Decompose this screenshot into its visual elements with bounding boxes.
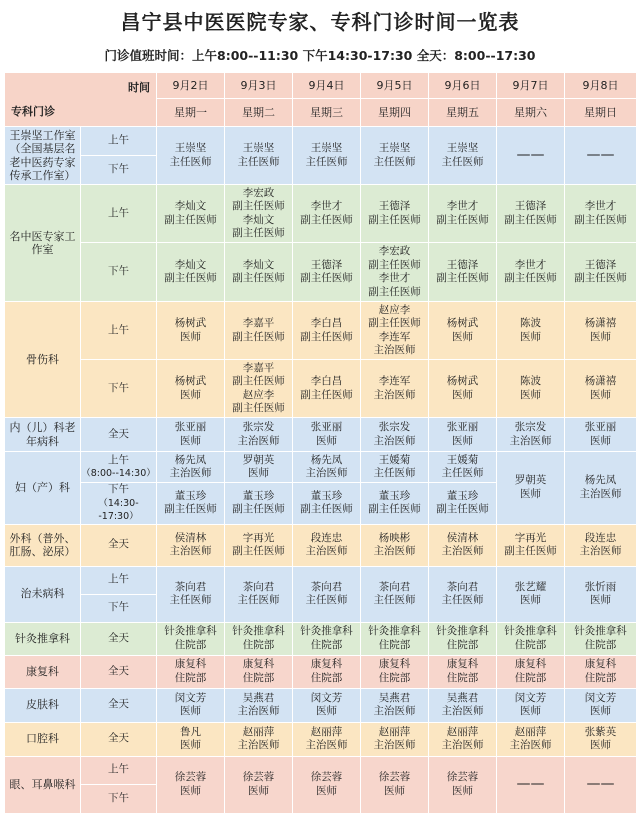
weekday-cell: 星期四 xyxy=(361,99,429,127)
doctor-cell: 杨先凤 主治医师 xyxy=(293,452,361,483)
doctor-cell: 针灸推拿科 住院部 xyxy=(429,622,497,655)
page-title: 昌宁县中医医院专家、专科门诊时间一览表 xyxy=(120,10,520,34)
doctor-cell: 张艺耀 医师 xyxy=(497,566,565,622)
doctor-cell: 杨树武 医师 xyxy=(429,302,497,360)
doctor-cell: 康复科 住院部 xyxy=(565,655,637,688)
doctor-cell: 徐芸蓉 医师 xyxy=(429,756,497,813)
dept-kqk: 口腔科 xyxy=(5,722,81,756)
doctor-cell: 侯清林 主治医师 xyxy=(429,524,497,566)
weekday-cell: 星期五 xyxy=(429,99,497,127)
clinic-hours: 门诊值班时间：上午8:00--11:30 下午14:30-17:30 全天：8:00--17:30 xyxy=(104,48,536,63)
doctor-cell: 针灸推拿科 住院部 xyxy=(293,622,361,655)
date-cell: 9月7日 xyxy=(497,73,565,99)
doctor-cell: 王崇坚 主任医师 xyxy=(225,127,293,185)
doctor-cell: 针灸推拿科 住院部 xyxy=(225,622,293,655)
session-all: 全天 xyxy=(81,622,157,655)
doctor-cell: 张紫英 医师 xyxy=(565,722,637,756)
doctor-cell: 李白昌 副主任医师 xyxy=(293,360,361,418)
weekday-cell: 星期一 xyxy=(157,99,225,127)
doctor-cell: 张忻雨 医师 xyxy=(565,566,637,622)
doctor-cell: 赵丽萍 主治医师 xyxy=(225,722,293,756)
doctor-cell: 王媛菊 主任医师 xyxy=(361,452,429,483)
doctor-cell: 董玉珍 副主任医师 xyxy=(225,483,293,525)
doctor-cell: 针灸推拿科 住院部 xyxy=(565,622,637,655)
schedule-table xyxy=(4,72,637,814)
doctor-cell: 闵文芳 医师 xyxy=(497,688,565,722)
doctor-cell: 赵丽萍 主治医师 xyxy=(361,722,429,756)
doctor-cell: 杨树武 医师 xyxy=(157,360,225,418)
doctor-cell: 李宏政 副主任医师 李灿文 副主任医师 xyxy=(225,185,293,243)
doctor-cell: 康复科 住院部 xyxy=(361,655,429,688)
session-pm: 下午 xyxy=(81,594,157,622)
date-cell: 9月5日 xyxy=(361,73,429,99)
doctor-cell: 董玉珍 副主任医师 xyxy=(157,483,225,525)
session-am: 上午 xyxy=(81,302,157,360)
doctor-cell: 杨先凤 主治医师 xyxy=(157,452,225,483)
doctor-cell: 李灿文 副主任医师 xyxy=(157,243,225,302)
doctor-cell: 董玉珍 副主任医师 xyxy=(429,483,497,525)
doctor-cell: 鲁凡 医师 xyxy=(157,722,225,756)
doctor-cell: 王媛菊 主任医师 xyxy=(429,452,497,483)
doctor-cell: 段连忠 主治医师 xyxy=(565,524,637,566)
doctor-cell: 针灸推拿科 住院部 xyxy=(361,622,429,655)
doctor-cell: 张亚丽 医师 xyxy=(293,418,361,452)
doctor-cell: 段连忠 主治医师 xyxy=(293,524,361,566)
doctor-cell: 王崇坚 主任医师 xyxy=(361,127,429,185)
doctor-cell: 李嘉平 副主任医师 xyxy=(225,302,293,360)
doctor-cell: 吴燕君 主治医师 xyxy=(429,688,497,722)
doctor-cell: 吴燕君 主治医师 xyxy=(361,688,429,722)
doctor-cell: 李宏政 副主任医师 李世才 副主任医师 xyxy=(361,243,429,302)
doctor-cell: 李连军 主治医师 xyxy=(361,360,429,418)
weekday-cell: 星期六 xyxy=(497,99,565,127)
session-all: 全天 xyxy=(81,524,157,566)
doctor-cell: 罗朝英 医师 xyxy=(225,452,293,483)
doctor-cell: 茶向君 主任医师 xyxy=(157,566,225,622)
no-clinic-dash: —— xyxy=(497,756,565,813)
doctor-cell: 茶向君 主任医师 xyxy=(429,566,497,622)
session-pm-label: 下午 xyxy=(108,483,129,495)
doctor-cell: 康复科 住院部 xyxy=(497,655,565,688)
doctor-cell: 王德泽 副主任医师 xyxy=(497,185,565,243)
session-all: 全天 xyxy=(81,418,157,452)
session-pm xyxy=(81,483,157,525)
no-clinic-dash: —— xyxy=(565,127,637,185)
doctor-cell: 李灿文 副主任医师 xyxy=(157,185,225,243)
doctor-cell: 王德泽 副主任医师 xyxy=(293,243,361,302)
doctor-cell: 张亚丽 医师 xyxy=(157,418,225,452)
doctor-cell: 王德泽 副主任医师 xyxy=(361,185,429,243)
session-all: 全天 xyxy=(81,655,157,688)
doctor-cell: 王崇坚 主任医师 xyxy=(429,127,497,185)
session-am: 上午 xyxy=(81,756,157,784)
doctor-cell: 侯清林 主治医师 xyxy=(157,524,225,566)
doctor-cell: 闵文芳 医师 xyxy=(293,688,361,722)
doctor-cell: 赵丽萍 主治医师 xyxy=(497,722,565,756)
session-pm: 下午 xyxy=(81,784,157,813)
header-corner xyxy=(5,73,157,127)
date-cell: 9月8日 xyxy=(565,73,637,99)
doctor-cell: 针灸推拿科 住院部 xyxy=(157,622,225,655)
dept-mzy: 名中医专家工作室 xyxy=(5,185,81,302)
doctor-cell: 杨潇禧 医师 xyxy=(565,302,637,360)
doctor-cell: 李世才 副主任医师 xyxy=(565,185,637,243)
doctor-cell: 李世才 副主任医师 xyxy=(429,185,497,243)
session-pm: 下午 xyxy=(81,156,157,185)
doctor-cell: 张亚丽 医师 xyxy=(565,418,637,452)
doctor-cell: 董玉珍 副主任医师 xyxy=(361,483,429,525)
weekday-cell: 星期二 xyxy=(225,99,293,127)
doctor-cell: 康复科 住院部 xyxy=(429,655,497,688)
doctor-cell: 闵文芳 医师 xyxy=(565,688,637,722)
doctor-cell: 徐芸蓉 医师 xyxy=(225,756,293,813)
session-pm: 下午 xyxy=(81,243,157,302)
doctor-cell: 张宗发 主治医师 xyxy=(361,418,429,452)
doctor-cell: 张亚丽 医师 xyxy=(429,418,497,452)
dept-wcj: 王崇坚工作室（全国基层名老中医药专家传承工作室） xyxy=(5,127,81,185)
doctor-cell: 字再光 副主任医师 xyxy=(225,524,293,566)
doctor-cell: 杨先凤 主治医师 xyxy=(565,452,637,525)
doctor-cell: 张宗发 主治医师 xyxy=(225,418,293,452)
session-all: 全天 xyxy=(81,688,157,722)
doctor-cell: 李世才 副主任医师 xyxy=(293,185,361,243)
doctor-cell: 赵丽萍 主治医师 xyxy=(293,722,361,756)
doctor-cell: 李嘉平 副主任医师 赵应李 副主任医师 xyxy=(225,360,293,418)
session-pm-hours: （14:30--17:30） xyxy=(98,497,139,522)
session-am-label: 上午 xyxy=(108,453,129,466)
dept-fck: 妇（产）科 xyxy=(5,452,81,525)
doctor-cell: 王崇坚 主任医师 xyxy=(157,127,225,185)
dept-zjtn: 针灸推拿科 xyxy=(5,622,81,655)
doctor-cell: 李灿文 副主任医师 xyxy=(225,243,293,302)
doctor-cell: 罗朝英 医师 xyxy=(497,452,565,525)
dept-nek: 内（儿）科老年病科 xyxy=(5,418,81,452)
doctor-cell: 字再光 副主任医师 xyxy=(497,524,565,566)
session-pm: 下午 xyxy=(81,360,157,418)
session-am: 上午 xyxy=(81,127,157,156)
session-all: 全天 xyxy=(81,722,157,756)
doctor-cell: 陈波 医师 xyxy=(497,360,565,418)
doctor-cell: 李世才 副主任医师 xyxy=(497,243,565,302)
date-cell: 9月4日 xyxy=(293,73,361,99)
doctor-cell: 康复科 住院部 xyxy=(225,655,293,688)
doctor-cell: 赵应李 副主任医师 李连军 主治医师 xyxy=(361,302,429,360)
doctor-cell: 赵丽萍 主治医师 xyxy=(429,722,497,756)
doctor-cell: 张宗发 主治医师 xyxy=(497,418,565,452)
doctor-cell: 杨树武 医师 xyxy=(429,360,497,418)
session-am-hours: （8:00--14:30） xyxy=(81,468,156,479)
session-am: 上午 xyxy=(81,185,157,243)
doctor-cell: 王德泽 副主任医师 xyxy=(565,243,637,302)
dept-kfk: 康复科 xyxy=(5,655,81,688)
session-am xyxy=(81,452,157,483)
dept-ebh: 眼、耳鼻喉科 xyxy=(5,756,81,813)
doctor-cell: 闵文芳 医师 xyxy=(157,688,225,722)
dept-zwb: 治未病科 xyxy=(5,566,81,622)
no-clinic-dash: —— xyxy=(497,127,565,185)
doctor-cell: 针灸推拿科 住院部 xyxy=(497,622,565,655)
doctor-cell: 徐芸蓉 医师 xyxy=(293,756,361,813)
time-label: 时间 xyxy=(128,81,150,94)
date-cell: 9月6日 xyxy=(429,73,497,99)
doctor-cell: 茶向君 主任医师 xyxy=(225,566,293,622)
doctor-cell: 李白昌 副主任医师 xyxy=(293,302,361,360)
date-cell: 9月2日 xyxy=(157,73,225,99)
doctor-cell: 吴燕君 主治医师 xyxy=(225,688,293,722)
weekday-cell: 星期日 xyxy=(565,99,637,127)
weekday-cell: 星期三 xyxy=(293,99,361,127)
no-clinic-dash: —— xyxy=(565,756,637,813)
doctor-cell: 康复科 住院部 xyxy=(293,655,361,688)
dept-label: 专科门诊 xyxy=(11,104,55,118)
doctor-cell: 王德泽 副主任医师 xyxy=(429,243,497,302)
date-cell: 9月3日 xyxy=(225,73,293,99)
doctor-cell: 杨映彬 主治医师 xyxy=(361,524,429,566)
dept-pfk: 皮肤科 xyxy=(5,688,81,722)
doctor-cell: 徐芸蓉 医师 xyxy=(157,756,225,813)
doctor-cell: 陈波 医师 xyxy=(497,302,565,360)
dept-gsk: 骨伤科 xyxy=(5,302,81,418)
dept-wk: 外科（普外、肛肠、泌尿） xyxy=(5,524,81,566)
doctor-cell: 董玉珍 副主任医师 xyxy=(293,483,361,525)
doctor-cell: 茶向君 主任医师 xyxy=(293,566,361,622)
session-am: 上午 xyxy=(81,566,157,594)
doctor-cell: 茶向君 主任医师 xyxy=(361,566,429,622)
doctor-cell: 徐芸蓉 医师 xyxy=(361,756,429,813)
doctor-cell: 康复科 住院部 xyxy=(157,655,225,688)
doctor-cell: 王崇坚 主任医师 xyxy=(293,127,361,185)
doctor-cell: 杨树武 医师 xyxy=(157,302,225,360)
doctor-cell: 杨潇禧 医师 xyxy=(565,360,637,418)
